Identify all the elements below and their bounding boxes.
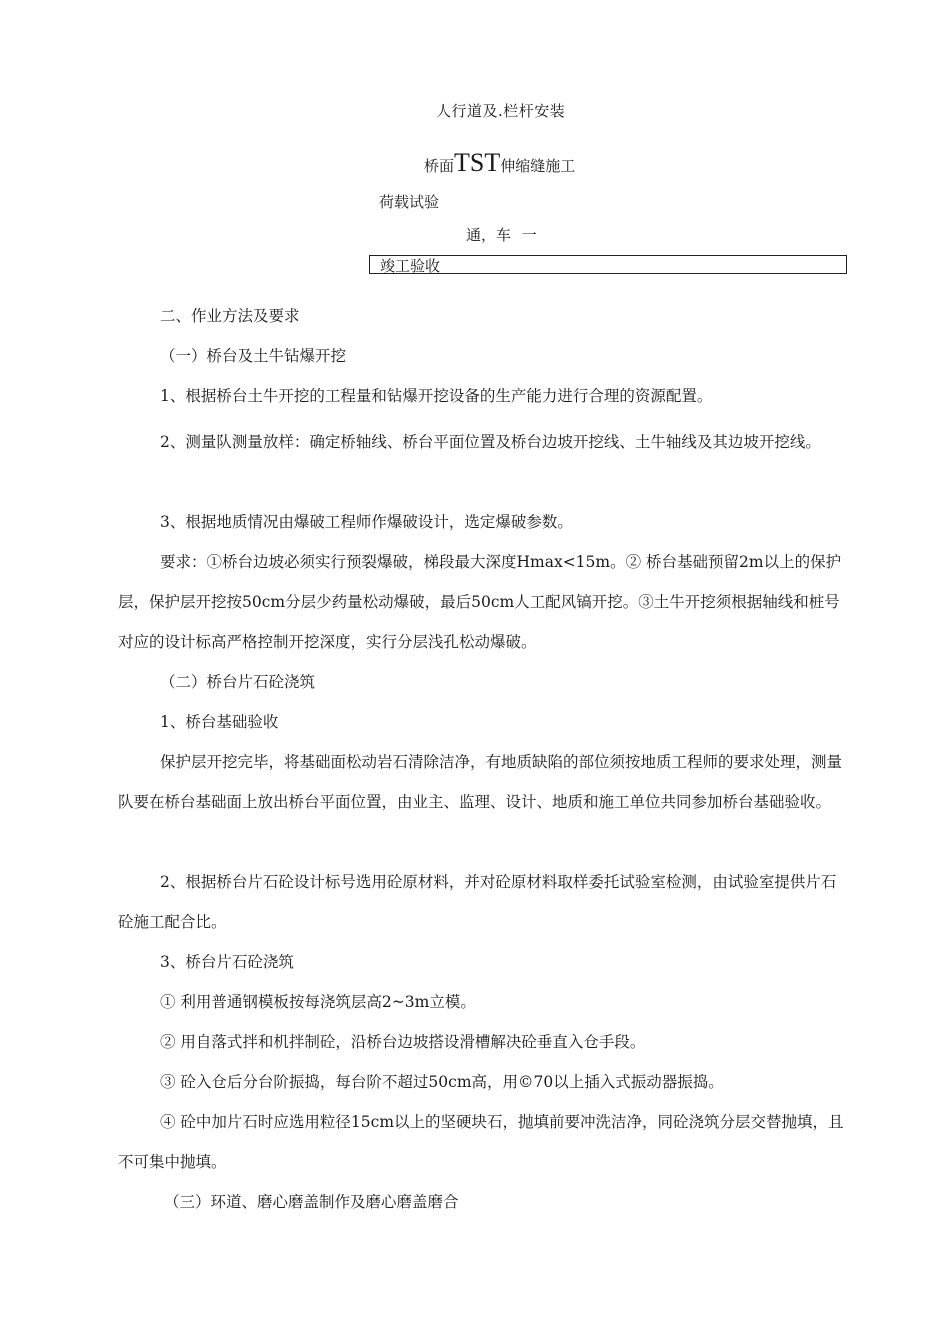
flow-step-expansion-big: TST: [454, 148, 501, 177]
subsection-2-title: （二）桥台片石砼浇筑: [160, 673, 316, 691]
paragraph-foundation-acceptance: 1、桥台基础验收: [160, 713, 279, 731]
subsection-1-title: （一）桥台及土牛钻爆开挖: [160, 347, 347, 365]
flow-step-expansion-prefix: 桥面: [424, 157, 455, 175]
flow-step-expansion-suffix: 伸缩缝施工: [500, 157, 576, 175]
flow-step-open-traffic: 通，车 一: [466, 226, 537, 244]
flow-step-final-acceptance-box: [369, 255, 847, 274]
paragraph-foundation-body: 保护层开挖完毕，将基础面松动岩石清除洁净，有地质缺陷的部位须按地质工程师的要求处理，测量队要在桥台基础面上放出桥台平面位置，由业主、监理、设计、地质和施工单位共同参加桥台基础验收。: [118, 753, 843, 811]
flow-step-railing: 人行道及.栏杆安装: [436, 102, 566, 120]
list-item-mixing: ② 用自落式拌和机拌制砼，沿桥台边坡搭设滑槽解决砼垂直入仓手段。: [160, 1033, 646, 1051]
paragraph-rubble-concrete: 3、桥台片石砼浇筑: [160, 953, 294, 971]
paragraph-requirements: 要求：①桥台边坡必须实行预裂爆破，梯段最大深度Hmax<15m。② 桥台基础预留2m以上的保护层，保护层开挖按50cm分层少药量松动爆破，最后50cm人工配风镐开挖。③土牛开挖须根据轴线和桩号对应的设计标高严格控制开挖深度，实行分层浅孔松动爆破。: [118, 553, 842, 651]
list-item-vibration: ③ 砼入仓后分台阶振捣，每台阶不超过50cm高，用©70以上插入式振动器振捣。: [160, 1073, 724, 1091]
flow-step-final-acceptance: 竣工验收: [380, 257, 441, 275]
paragraph-resource-allocation: 1、根据桥台土牛开挖的工程量和钻爆开挖设备的生产能力进行合理的资源配置。: [160, 387, 713, 405]
subsection-3-title: （三）环道、磨心磨盖制作及磨心磨盖磨合: [164, 1193, 459, 1211]
list-item-rubble: ④ 砼中加片石时应选用粒径15cm以上的坚硬块石，抛填前要冲洗洁净，同砼浇筑分层交替抛填，且不可集中抛填。: [118, 1113, 844, 1171]
flow-step-expansion-joint: [424, 148, 575, 178]
paragraph-materials: 2、根据桥台片石砼设计标号选用砼原材料，并对砼原材料取样委托试验室检测，由试验室提供片石砼施工配合比。: [118, 873, 837, 931]
section-title: 二、作业方法及要求: [160, 307, 300, 325]
paragraph-blast-design: 3、根据地质情况由爆破工程师作爆破设计，选定爆破参数。: [160, 513, 573, 531]
flow-step-load-test: 荷载试验: [379, 193, 440, 211]
paragraph-survey-layout: 2、测量队测量放样：确定桥轴线、桥台平面位置及桥台边坡开挖线、土牛轴线及其边坡开挖线。: [160, 433, 821, 451]
list-item-formwork: ① 利用普通钢模板按每浇筑层高2~3m立模。: [160, 993, 476, 1011]
